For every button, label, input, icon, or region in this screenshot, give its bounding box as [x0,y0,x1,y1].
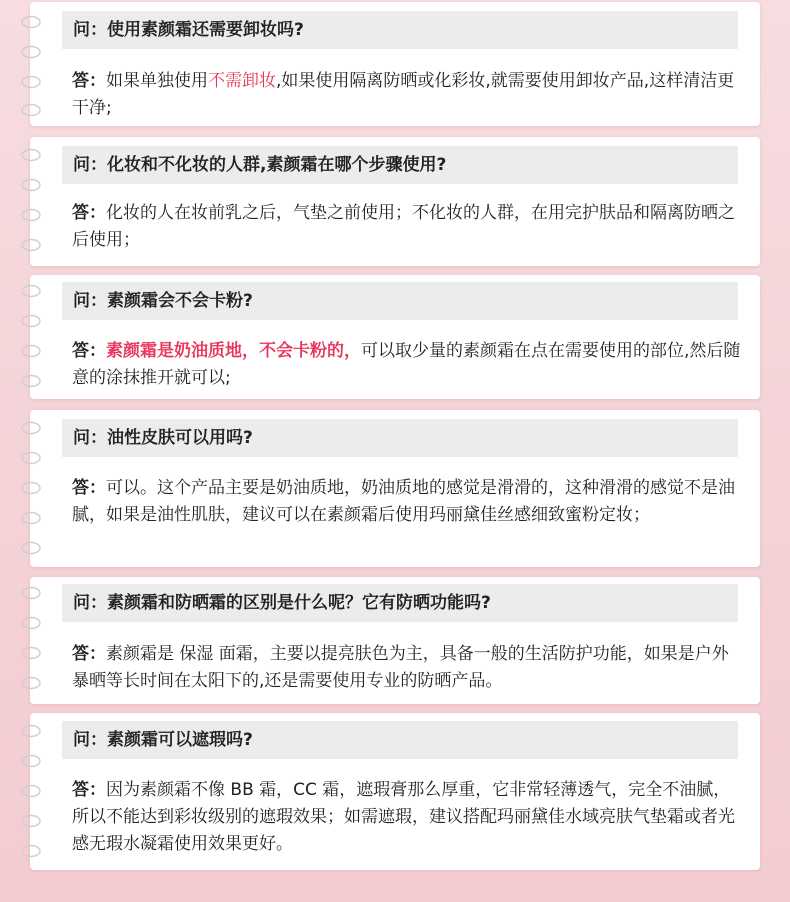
binder-ring-icon [20,480,44,496]
binder-ring-icon [20,14,44,30]
answer-highlight: 素颜霜是奶油质地，不会卡粉的， [106,341,361,361]
binder-ring-icon [20,753,44,769]
answer-text: 素颜霜是 保湿 面霜，主要以提亮肤色为主，具备一般的生活防护功能，如果是户外暴晒等长时间在太阳下的,还是需要使用专业的防晒产品。 [72,644,729,691]
faq-question: 问：素颜霜会不会卡粉? [62,282,738,320]
faq-answer [72,68,742,122]
binder-ring-icon [20,615,44,631]
binder-ring-icon [20,813,44,829]
faq-card-6 [30,713,760,870]
binder-ring-icon [20,373,44,389]
answer-label: 答： [72,780,106,800]
faq-question: 问：化妆和不化妆的人群,素颜霜在哪个步骤使用? [62,146,738,184]
binder-ring-icon [20,283,44,299]
faq-answer [72,338,742,392]
binder-ring-icon [20,723,44,739]
binder-ring-icon [20,450,44,466]
answer-text: 化妆的人在妆前乳之后，气垫之前使用；不化妆的人群，在用完护肤品和隔离防晒之后使用； [72,203,735,250]
binder-ring-icon [20,585,44,601]
faq-answer [72,777,742,858]
answer-text: ,如果使用隔离防晒或化彩妆,就需要使用卸妆产品,这样清洁更干净; [72,71,735,118]
faq-card-3 [30,275,760,399]
binder-ring-icon [20,207,44,223]
faq-question: 问：素颜霜可以遮瑕吗? [62,721,738,759]
faq-question: 问：使用素颜霜还需要卸妆吗? [62,11,738,49]
answer-label: 答： [72,478,106,498]
faq-card-1 [30,2,760,126]
answer-text: 如果单独使用 [106,71,208,91]
binder-ring-icon [20,843,44,859]
faq-question: 问：素颜霜和防晒霜的区别是什么呢？它有防晒功能吗? [62,584,738,622]
binder-ring-icon [20,102,44,118]
answer-text: 可以。这个产品主要是奶油质地，奶油质地的感觉是滑滑的，这种滑滑的感觉不是油腻，如果是油性肌肤，建议可以在素颜霜后使用玛丽黛佳丝感细致蜜粉定妆； [72,478,735,525]
faq-card-2 [30,137,760,266]
binder-ring-icon [20,44,44,60]
answer-label: 答： [72,203,106,223]
binder-ring-icon [20,540,44,556]
binder-ring-icon [20,510,44,526]
binder-ring-icon [20,343,44,359]
binder-ring-icon [20,783,44,799]
faq-answer [72,641,742,695]
binder-ring-icon [20,313,44,329]
faq-card-5 [30,577,760,704]
faq-card-4 [30,410,760,567]
answer-text: 因为素颜霜不像 BB 霜，CC 霜，遮瑕膏那么厚重，它非常轻薄透气，完全不油腻，所以不能达到彩妆级别的遮瑕效果；如需遮瑕，建议搭配玛丽黛佳水域亮肤气垫霜或者光感无瑕水凝霜使用效果更好。 [72,780,735,854]
answer-label: 答： [72,644,106,664]
faq-answer [72,200,742,254]
binder-ring-icon [20,645,44,661]
answer-highlight: 不需卸妆 [208,71,276,91]
binder-ring-icon [20,420,44,436]
binder-ring-icon [20,177,44,193]
faq-question: 问：油性皮肤可以用吗? [62,419,738,457]
binder-ring-icon [20,675,44,691]
answer-label: 答： [72,71,106,91]
faq-answer [72,475,742,529]
binder-ring-icon [20,74,44,90]
binder-ring-icon [20,237,44,253]
answer-text: 可以取少量的素颜霜在点在需要使用的部位,然后随意的涂抹推开就可以; [72,341,741,388]
answer-label: 答： [72,341,106,361]
binder-ring-icon [20,147,44,163]
